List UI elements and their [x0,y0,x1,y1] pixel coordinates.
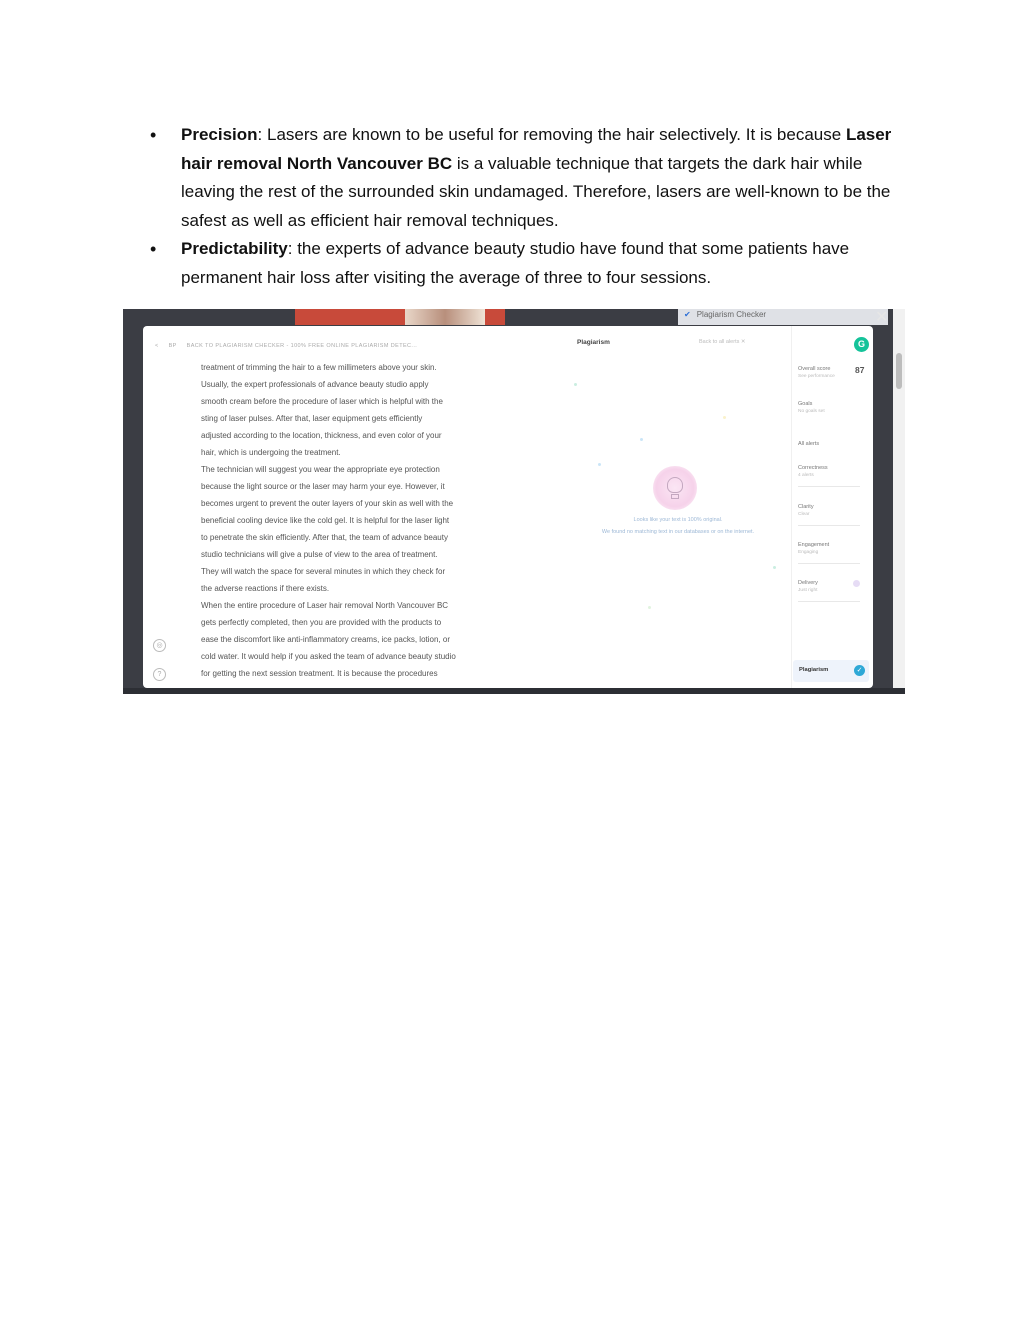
plagiarism-msg-1: Looks like your text is 100% original. [633,517,723,523]
background-plagiarism-chip [678,309,888,325]
essay-line: adjusted according to the location, thickness, and even color of your [201,431,442,440]
bg-chip-label: Plagiarism Checker [696,310,767,319]
delivery-indicator [853,580,860,587]
engagement-sub: Engaging [798,550,819,555]
essay-line: the adverse reactions if there exists. [201,584,330,593]
clarity-label: Clarity [798,504,814,510]
plagiarism-tab[interactable] [793,660,869,682]
essay-line: cold water. It would help if you asked the team of advance beauty studio [201,652,456,661]
bullet-precision [150,121,910,235]
essay-line: becomes urgent to prevent the outer layers of your skin as well with the [201,499,454,508]
essay-line: to penetrate the skin efficiently. After that, the team of advance beauty [201,533,448,542]
grammar-checker-modal [143,326,873,688]
goals-sub: No goals set [798,409,825,414]
bullet-predictability [150,235,910,292]
back-to-alerts-link[interactable]: Back to all alerts ✕ [699,339,746,345]
confetti-dot [598,463,601,466]
settings-icon[interactable]: ◎ [153,639,166,652]
essay-line: smooth cream before the procedure of laser which is helpful with the [201,397,443,406]
back-to-document-link[interactable]: BACK TO PLAGIARISM CHECKER - 100% FREE ONLINE PLAGIARISM DETEC... [186,343,418,349]
check-icon: ✔ [684,310,691,319]
goals-item[interactable] [798,400,860,416]
all-alerts-item[interactable] [798,440,860,448]
modal-topbar [155,343,425,349]
correctness-label: Correctness [798,465,828,471]
engagement-label: Engagement [798,542,830,548]
delivery-sub: Just right [798,588,818,593]
engagement-item[interactable] [798,541,860,564]
essay-line: treatment of trimming the hair to a few millimeters above your skin. [201,363,437,372]
term-predictability: Predictability [181,239,288,258]
plagiarism-tab-label: Plagiarism [799,667,829,673]
plagiarism-msg-2: We found no matching text in our databases or on the internet. [601,529,755,535]
background-image-strip [295,309,505,325]
scrollbar-thumb[interactable] [896,353,902,389]
bulb-glass [667,477,683,493]
clarity-sub: Clear [798,512,810,517]
lightbulb-icon [653,466,697,510]
essay-line: ease the discomfort like anti-inflammatory creams, ice packs, lotion, or [201,635,450,644]
correctness-item[interactable] [798,464,860,487]
essay-line: They will watch the space for several minutes in which they check for [201,567,446,576]
left-tool-icons [153,639,166,688]
back-arrow-icon[interactable]: < [155,343,159,349]
grammarly-logo-icon[interactable]: G [854,337,869,352]
essay-line: sting of laser pulses. After that, laser equipment gets efficiently [201,414,423,423]
close-icon[interactable]: ✕ [875,309,889,326]
confetti-dot [574,383,577,386]
check-circle-icon: ✓ [854,665,865,676]
help-icon[interactable]: ? [153,668,166,681]
doc-badge: BP [168,343,177,349]
document-body [150,121,910,292]
essay-line: for getting the next session treatment. It is because the procedures [201,669,438,678]
essay-line: The technician will suggest you wear the appropriate eye protection [201,465,440,474]
all-alerts-label: All alerts [798,441,820,447]
goals-label: Goals [798,401,813,407]
plagiarism-panel-title: Plagiarism [577,339,610,346]
essay-text[interactable] [201,359,531,682]
delivery-item[interactable] [798,579,860,602]
overall-score-sub: See performance [798,374,835,379]
overall-score-item[interactable] [798,365,860,381]
bulb-base [671,494,679,499]
essay-line: When the entire procedure of Laser hair removal North Vancouver BC [201,601,449,610]
embedded-screenshot [123,309,905,694]
confetti-dot [723,416,726,419]
essay-line: hair, which is undergoing the treatment. [201,448,341,457]
term-precision: Precision [181,125,258,144]
precision-text-b: is a valuable technique that targets the dark hair while leaving the rest of the surrounded skin undamaged. Therefore, lasers are well-known to be the safest as well as efficient hair removal techniques. [181,153,891,230]
overall-score-label: Overall score [798,366,831,372]
overall-score-value: 87 [855,365,865,375]
clarity-item[interactable] [798,503,860,526]
term-laser-hair-removal: Laser hair removal North Vancouver BC [181,125,892,173]
essay-line: Usually, the expert professionals of advance beauty studio apply [201,380,429,389]
predictability-text: : the experts of advance beauty studio have found that some patients have permanent hair loss after visiting the average of three to four sessions. [181,239,850,287]
background-bottom-strip [123,688,905,694]
plagiarism-result [533,514,823,538]
correctness-sub: 4 alerts [798,473,814,478]
confetti-dot [773,566,776,569]
confetti-dot [640,438,643,441]
essay-line: gets perfectly completed, then you are provided with the products to [201,618,442,627]
precision-text-a: : Lasers are known to be useful for removing the hair selectively. It is because [257,125,842,144]
essay-line: studio technicians will give a pulse of view to the area of treatment. [201,550,438,559]
essay-line: beneficial cooling device like the cold gel. It is helpful for the laser light [201,516,450,525]
essay-line: because the light source or the laser may harm your eye. However, it [201,482,445,491]
confetti-dot [648,606,651,609]
delivery-label: Delivery [798,580,818,586]
